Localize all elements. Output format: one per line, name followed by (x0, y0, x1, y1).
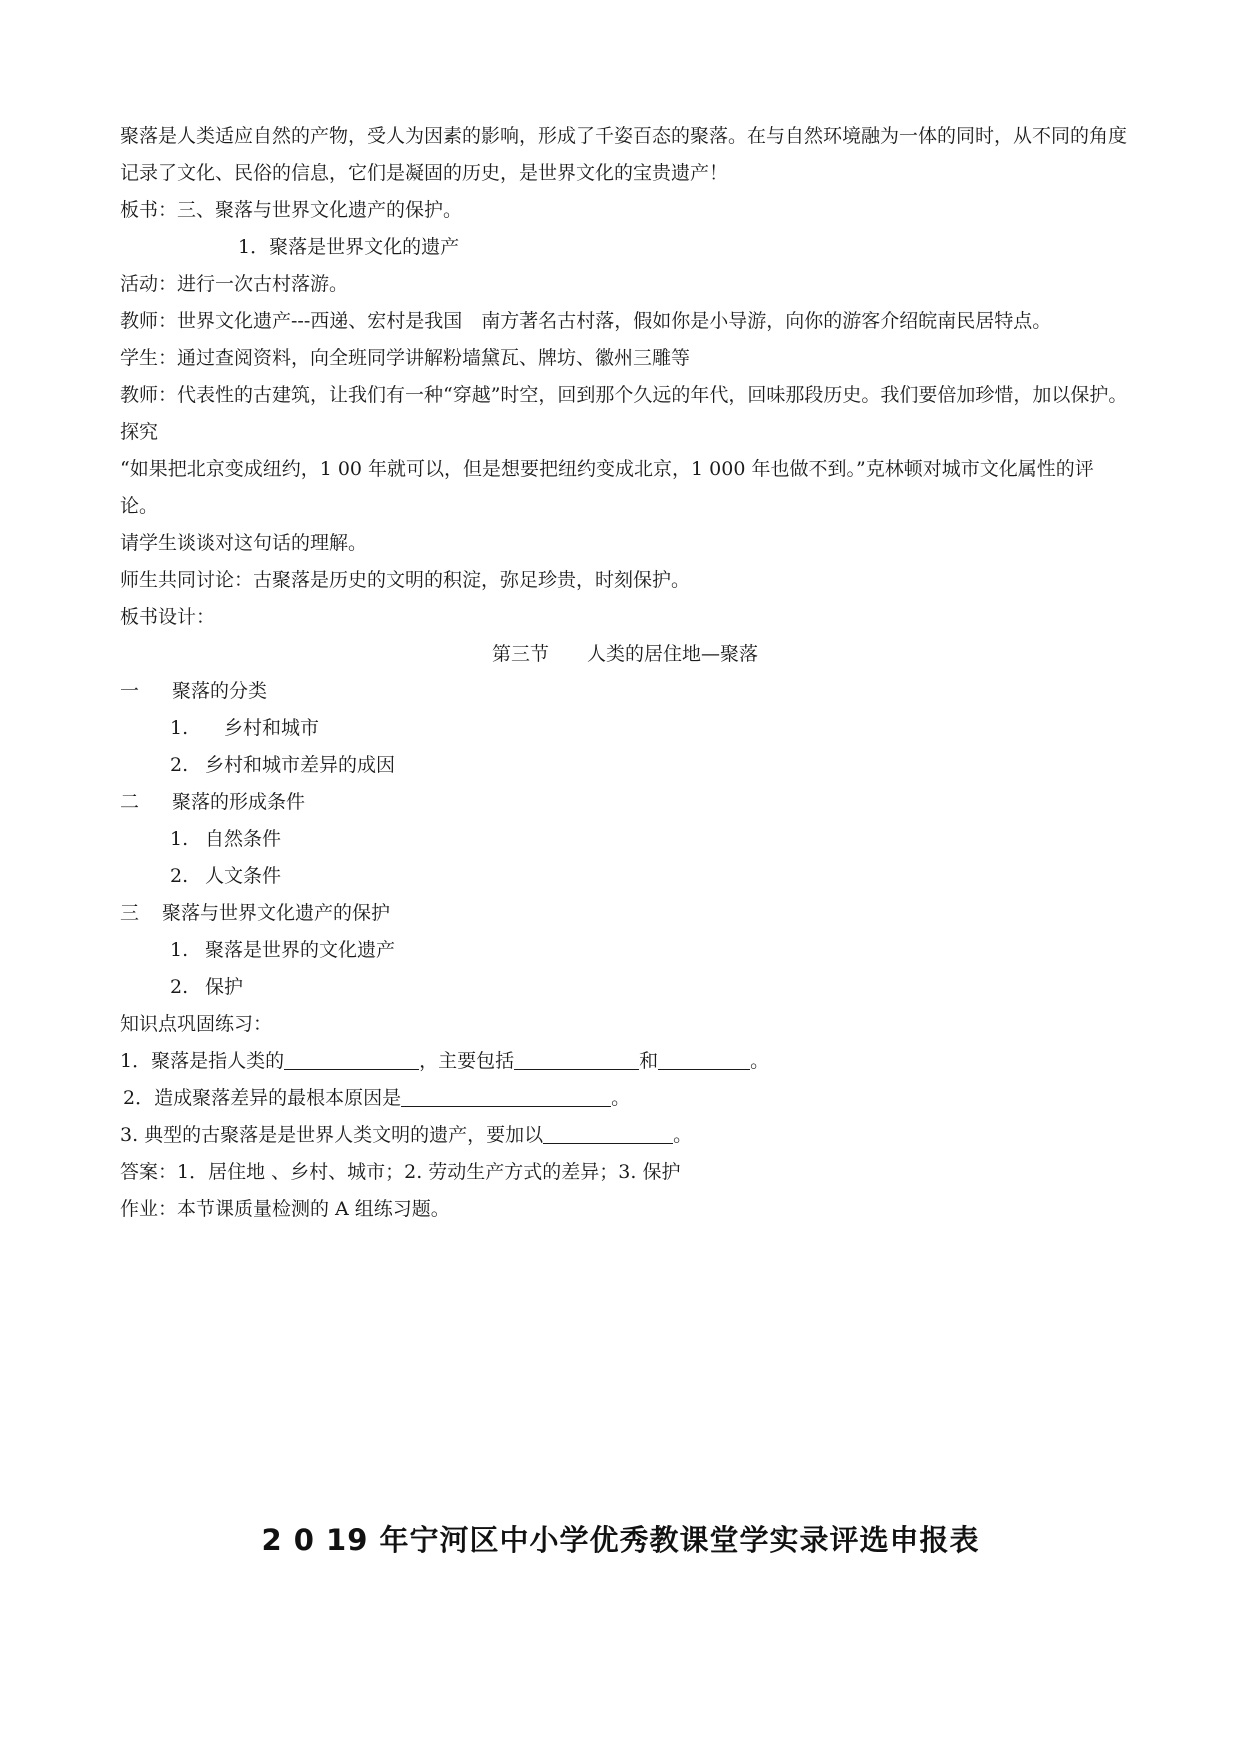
item-label: 乡村和城市差异的成因 (205, 754, 396, 776)
teacher-line-1: 教师：世界文化遗产---西递、宏村是我国 南方著名古村落，假如你是小导游，向你的游客介绍皖南民居特点。 (120, 310, 1052, 332)
question-text: 3. 典型的古聚落是是世界人类文明的遗产，要加以 (120, 1124, 544, 1146)
outline-item (120, 858, 1130, 895)
item-number: 2. (170, 976, 189, 998)
answer-blank[interactable] (514, 1051, 639, 1070)
exercise-question-3 (120, 1117, 1130, 1154)
board-subheading: 1．聚落是世界文化的遗产 (238, 236, 460, 258)
item-number: 2. (170, 865, 189, 887)
question-text: 。 (611, 1087, 631, 1109)
teacher-line-2: 教师：代表性的古建筑，让我们有一种“穿越”时空，回到那个久远的年代，回味那段历史。我们要倍加珍惜，加以保护。 (120, 384, 1128, 406)
item-label: 保护 (205, 976, 244, 998)
exercise-heading: 知识点巩固练习： (120, 1013, 273, 1035)
outline-section (120, 784, 1130, 821)
homework-line: 作业：本节课质量检测的 A 组练习题。 (120, 1198, 450, 1220)
section-label: 聚落与世界文化遗产的保护 (162, 902, 391, 924)
section-label: 聚落的形成条件 (172, 791, 306, 813)
outline-item (120, 710, 1130, 747)
footer-title: 2 0 19 年宁河区中小学优秀教课堂学实录评选申报表 (261, 1523, 980, 1557)
activity-line: 活动：进行一次古村落游。 (120, 273, 349, 295)
outline-item (120, 747, 1130, 784)
outline-item (120, 969, 1130, 1006)
item-label: 乡村和城市 (205, 717, 320, 739)
section-label: 聚落的分类 (172, 680, 268, 702)
outline-section (120, 673, 1130, 710)
exercise-question-2 (120, 1080, 1130, 1117)
section-number: 二 (120, 791, 140, 813)
answer-blank[interactable] (658, 1051, 750, 1070)
board-heading: 板书：三、聚落与世界文化遗产的保护。 (120, 199, 463, 221)
board-design-label: 板书设计： (120, 606, 216, 628)
ask-line: 请学生谈谈对这句话的理解。 (120, 532, 368, 554)
item-label: 自然条件 (205, 828, 282, 850)
question-text: 1．聚落是指人类的 (120, 1050, 285, 1072)
discuss-line: 师生共同讨论：古聚落是历史的文明的积淀，弥足珍贵，时刻保护。 (120, 569, 691, 591)
item-number: 1. (170, 717, 189, 739)
document-body (120, 118, 1130, 1228)
question-text: 。 (673, 1124, 693, 1146)
quote-paragraph: “如果把北京变成纽约，1 00 年就可以，但是想要把纽约变成北京，1 000 年也做不到。”克林顿对城市文化属性的评论。 (120, 458, 1094, 517)
item-number: 1. (170, 828, 189, 850)
answer-line: 答案：1．居住地 、乡村、城市；2. 劳动生产方式的差异；3. 保护 (120, 1161, 681, 1183)
answer-blank[interactable] (401, 1088, 611, 1107)
question-text: 和 (639, 1050, 659, 1072)
outline-item (120, 821, 1130, 858)
section-number: 一 (120, 680, 140, 702)
answer-blank[interactable] (543, 1125, 673, 1144)
question-text: ，主要包括 (419, 1050, 515, 1072)
item-number: 1. (170, 939, 189, 961)
outline-section (120, 895, 1130, 932)
question-text: 。 (750, 1050, 770, 1072)
item-label: 人文条件 (205, 865, 282, 887)
item-number: 2. (170, 754, 189, 776)
outline-item (120, 932, 1130, 969)
item-label: 聚落是世界的文化遗产 (205, 939, 396, 961)
student-line: 学生：通过查阅资料，向全班同学讲解粉墙黛瓦、牌坊、徽州三雕等 (120, 347, 691, 369)
explore-label: 探究 (120, 421, 159, 443)
intro-paragraph: 聚落是人类适应自然的产物，受人为因素的影响，形成了千姿百态的聚落。在与自然环境融为一体的同时，从不同的角度记录了文化、民俗的信息，它们是凝固的历史，是世界文化的宝贵遗产！ (120, 125, 1128, 184)
outline-title: 第三节 人类的居住地—聚落 (491, 643, 758, 665)
question-text: 2．造成聚落差异的最根本原因是 (123, 1087, 402, 1109)
exercise-question-1 (120, 1043, 1130, 1080)
answer-blank[interactable] (284, 1051, 419, 1070)
section-number: 三 (120, 902, 140, 924)
